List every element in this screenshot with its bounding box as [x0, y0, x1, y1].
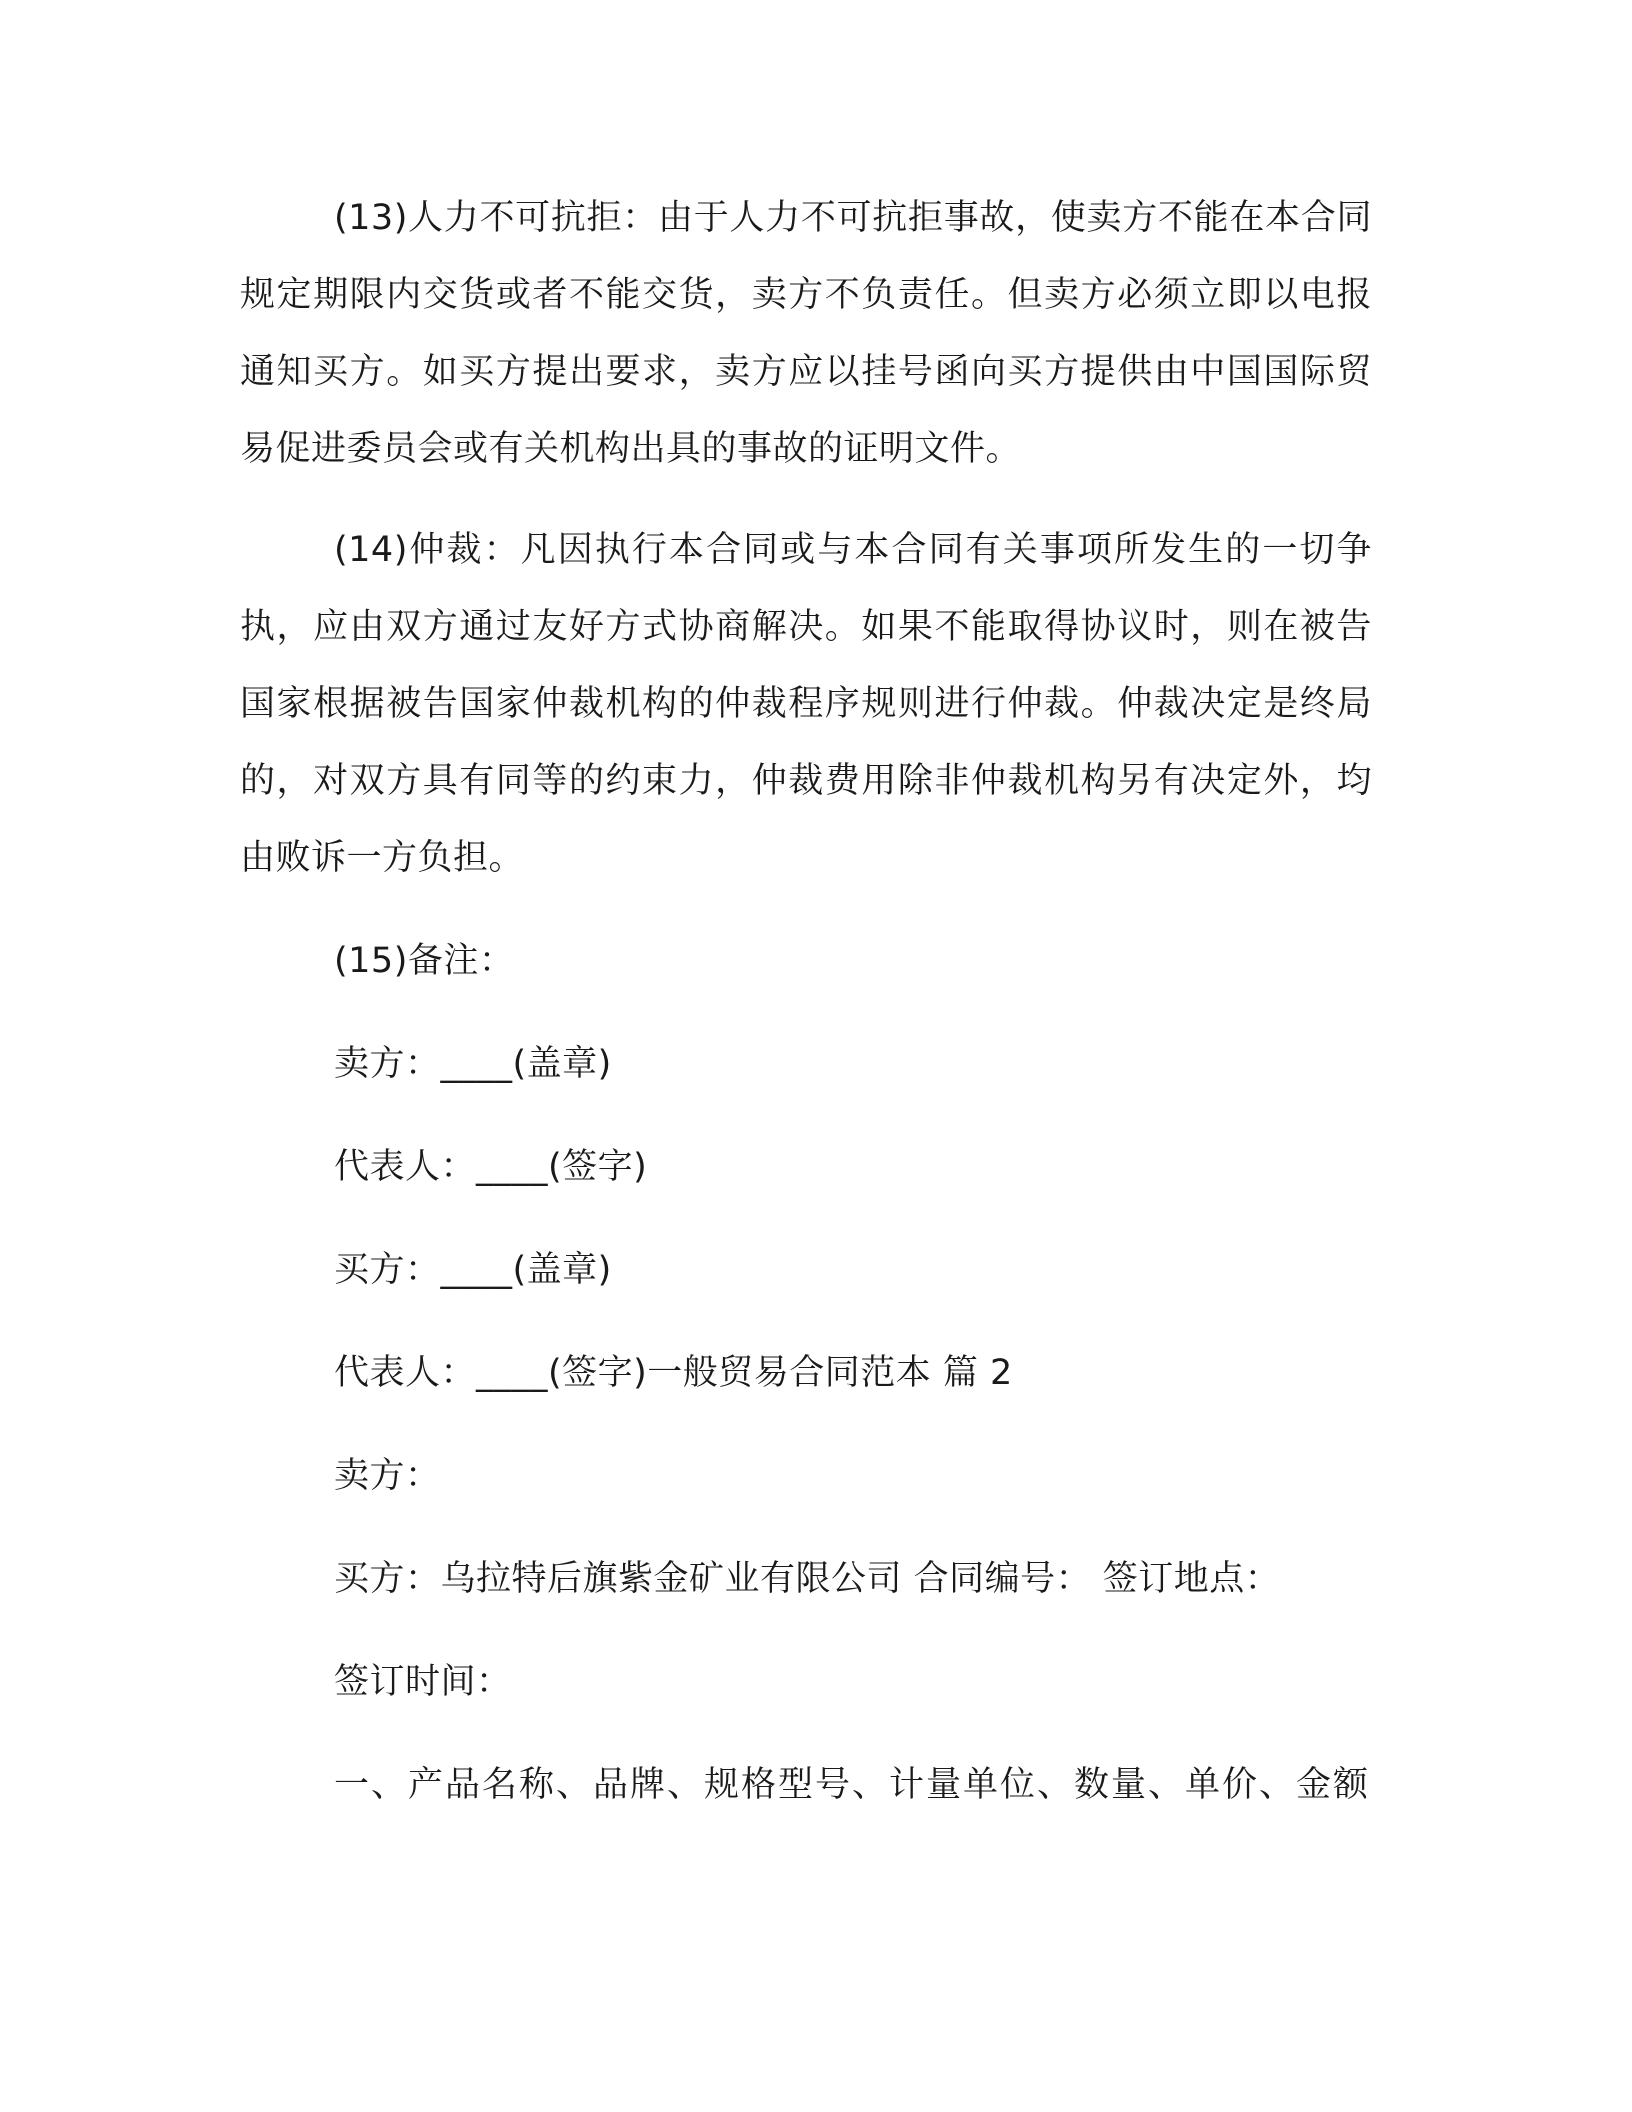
- signing-time-line: 签订时间：: [334, 1662, 512, 1702]
- buyer-seal-line: 买方：____(盖章): [334, 1250, 612, 1290]
- seller-representative-line: 代表人：____(签字): [334, 1147, 648, 1187]
- seller-line: 卖方：: [334, 1456, 441, 1496]
- clause-13-force-majeure: (13)人力不可抗拒：由于人力不可抗拒事故，使卖方不能在本合同规定期限内交货或者不能交货，卖方不负责任。但卖方必须立即以电报通知买方。如买方提出要求，卖方应以挂号函向买方提供由中国国际贸易促进委员会或有关机构出具的事故的证明文件。: [240, 198, 1372, 469]
- clause-15-remarks: (15)备注：: [334, 941, 515, 981]
- buyer-contract-info-line: 买方：乌拉特后旗紫金矿业有限公司 合同编号： 签订地点：: [334, 1559, 1281, 1599]
- section-1-heading: 一、产品名称、品牌、规格型号、计量单位、数量、单价、金额: [334, 1765, 1371, 1805]
- clause-14-arbitration: (14)仲裁：凡因执行本合同或与本合同有关事项所发生的一切争执，应由双方通过友好方式协商解决。如果不能取得协议时，则在被告国家根据被告国家仲裁机构的仲裁程序规则进行仲裁。仲裁决定是终局的，对双方具有同等的约束力，仲裁费用除非仲裁机构另有决定外，均由败诉一方负担。: [240, 530, 1372, 878]
- seller-seal-line: 卖方：____(盖章): [334, 1044, 612, 1084]
- buyer-representative-and-title-line: 代表人：____(签字)一般贸易合同范本 篇 2: [334, 1353, 1013, 1393]
